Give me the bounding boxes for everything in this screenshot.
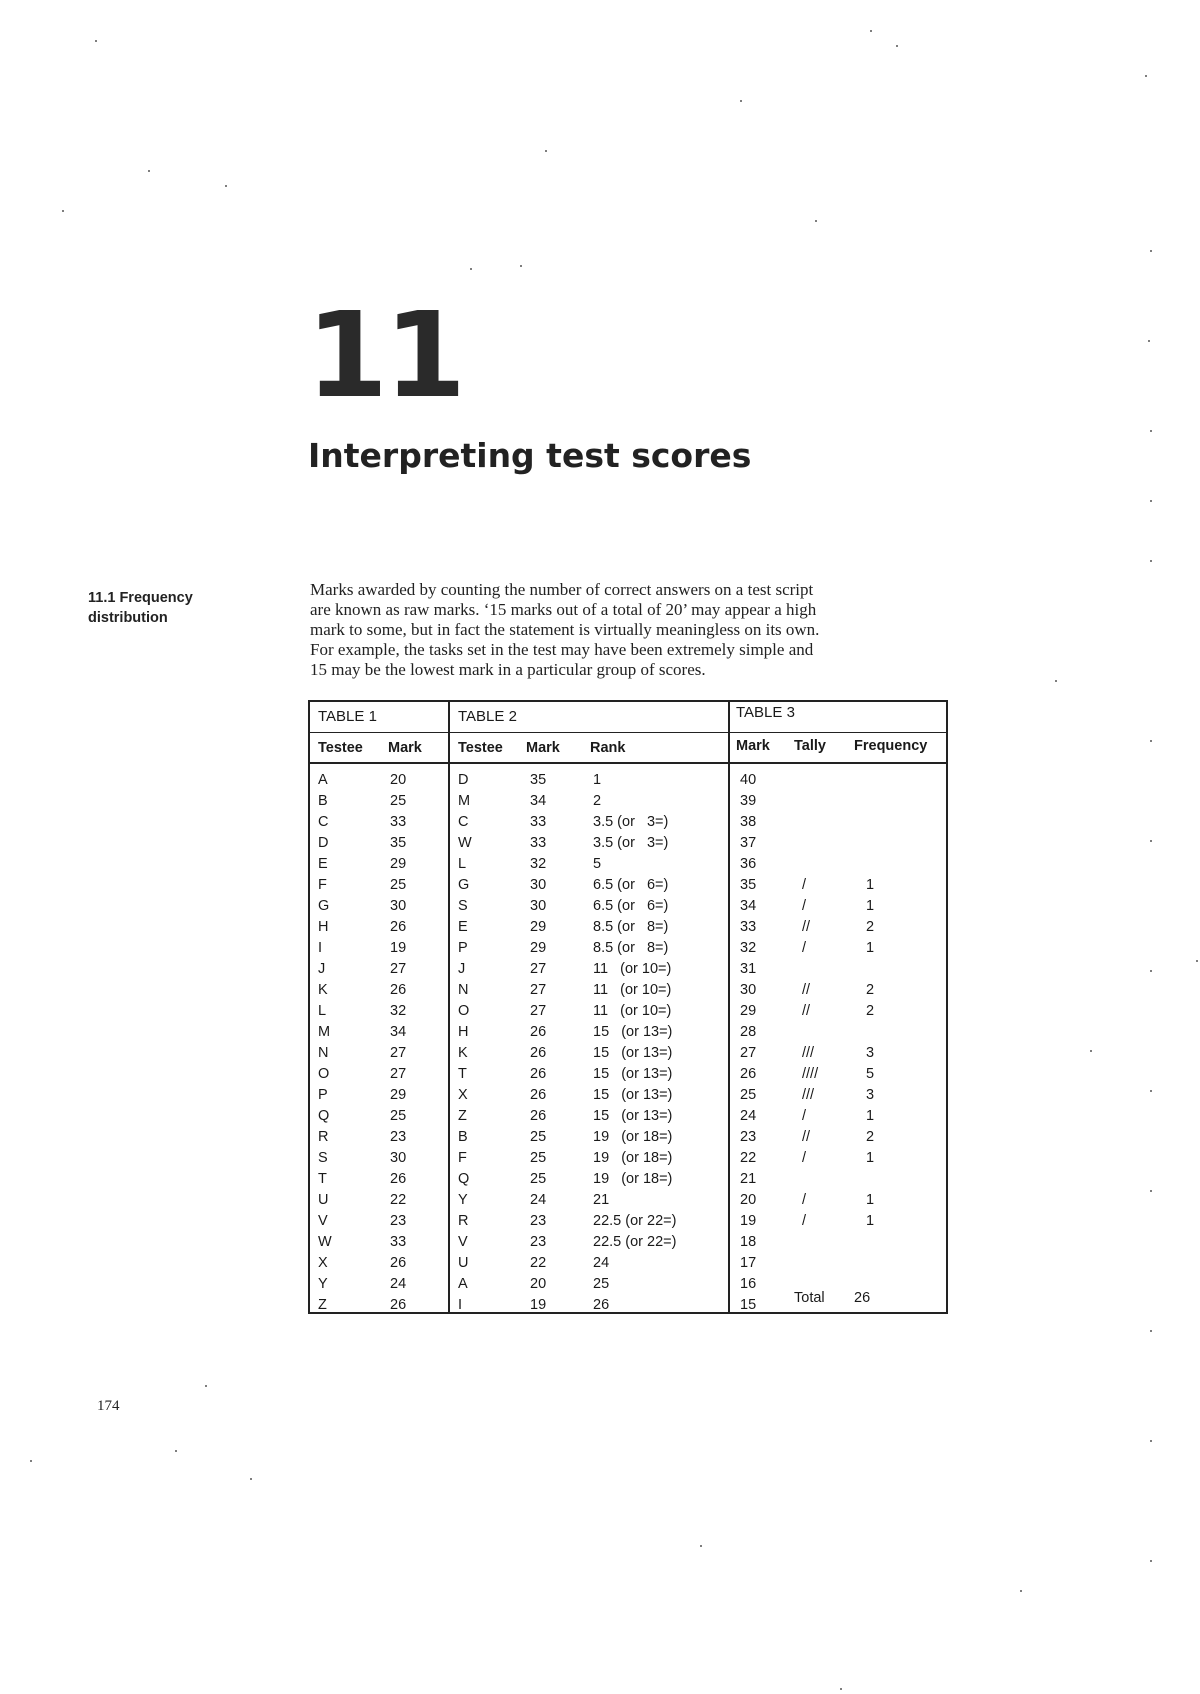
table-top-rule [308,700,948,702]
table2-header-testee: Testee [458,740,503,756]
scan-speck [1150,1330,1152,1332]
table1-cell: Z [318,1297,327,1313]
table3-cell: 18 [740,1234,757,1250]
scan-speck [545,150,547,152]
table2-cell: 11 (or 10=) [593,961,672,977]
paragraph-line: 15 may be the lowest mark in a particular group of scores. [310,660,706,679]
table3-cell: 31 [740,961,757,977]
table3-cell: 1 [866,1192,875,1208]
chapter-title: Interpreting test scores [308,436,752,475]
table1-cell: D [318,835,329,851]
table1-cell: B [318,793,328,809]
table3-cell: 27 [740,1045,757,1061]
scan-speck [1150,1440,1152,1442]
table3-header-tally: Tally [794,738,826,754]
table1-cell: 29 [390,856,407,872]
table3-cell: 21 [740,1171,757,1187]
table2-cell: 26 [530,1108,547,1124]
table2-cell: V [458,1234,468,1250]
table2-cell: 25 [530,1150,547,1166]
table1-cell: R [318,1129,329,1145]
table3-cell: / [802,1192,807,1208]
table2-cell: T [458,1066,467,1082]
table-divider-1 [448,700,450,1314]
table1-cell: Y [318,1276,328,1292]
table3-cell: 35 [740,877,757,893]
table1-cell: 27 [390,1045,407,1061]
paragraph-line: Marks awarded by counting the number of correct answers on a test script [310,580,814,599]
table2-cell: 33 [530,814,547,830]
table2-cell: U [458,1255,469,1271]
table3-cell: 2 [866,1003,875,1019]
table3-cell: 32 [740,940,757,956]
scan-speck [1148,340,1150,342]
table3-cell: 38 [740,814,757,830]
table2-cell: 23 [530,1213,547,1229]
table2-cell: 24 [530,1192,547,1208]
table3-cell: 34 [740,898,757,914]
table1-cell: 26 [390,1171,407,1187]
table2-cell: Z [458,1108,467,1124]
table1-cell: E [318,856,328,872]
table1-cell: P [318,1087,328,1103]
table2-cell: G [458,877,470,893]
table2-cell: I [458,1297,463,1313]
table3-cell: 24 [740,1108,757,1124]
table2-cell: 6.5 (or 6=) [593,877,669,893]
table3-cell: 1 [866,898,875,914]
table2-cell: 3.5 (or 3=) [593,835,669,851]
table3-cell: 3 [866,1045,875,1061]
scan-speck [1090,1050,1092,1052]
table3-cell: / [802,1108,807,1124]
table2-cell: 11 (or 10=) [593,1003,672,1019]
table3-cell: 2 [866,1129,875,1145]
table1-cell: T [318,1171,327,1187]
table1-cell: S [318,1150,328,1166]
table2-cell: R [458,1213,469,1229]
table1-cell: 25 [390,877,407,893]
table1-cell: 27 [390,961,407,977]
table2-header-mark: Mark [526,740,560,756]
table2-cell: 22 [530,1255,547,1271]
table3-cell: 1 [866,1108,875,1124]
table2-cell: H [458,1024,469,1040]
scan-speck [225,185,227,187]
scan-speck [896,45,898,47]
table2-cell: 19 (or 18=) [593,1129,673,1145]
body-paragraph [310,580,950,680]
table2-cell: J [458,961,466,977]
table3-total-label: Total [794,1290,825,1306]
table1-cell: G [318,898,330,914]
table1-cell: X [318,1255,328,1271]
paragraph-line: mark to some, but in fact the statement is virtually meaningless on its own. [310,620,820,639]
table3-cell: 28 [740,1024,757,1040]
table1-cell: 32 [390,1003,407,1019]
table3-cell: 1 [866,940,875,956]
table1-cell: 25 [390,793,407,809]
table1-header-testee: Testee [318,740,363,756]
section-heading-line-2: distribution [88,610,168,626]
table3-caption: TABLE 3 [736,704,795,721]
table3-cell: 22 [740,1150,757,1166]
table2-cell: 26 [530,1066,547,1082]
table3-cell: 33 [740,919,757,935]
scan-speck [175,1450,177,1452]
table2-cell: 22.5 (or 22=) [593,1213,677,1229]
table3-header-frequency: Frequency [854,738,928,754]
table2-cell: 25 [593,1276,610,1292]
table2-cell: 3.5 (or 3=) [593,814,669,830]
table2-cell: 33 [530,835,547,851]
table1-cell: 19 [390,940,407,956]
table2-cell: 27 [530,961,547,977]
table1-cell: 26 [390,919,407,935]
table1-cell: 27 [390,1066,407,1082]
table2-cell: 19 (or 18=) [593,1171,673,1187]
table1-cell: F [318,877,327,893]
table2-cell: 27 [530,1003,547,1019]
table3-cell: // [802,982,811,998]
scan-speck [205,1385,207,1387]
table2-cell: 11 (or 10=) [593,982,672,998]
table2-cell: 2 [593,793,602,809]
table2-cell: 23 [530,1234,547,1250]
table2-cell: 32 [530,856,547,872]
table2-cell: D [458,772,469,788]
scan-speck [1150,430,1152,432]
table2-cell: Q [458,1171,470,1187]
scan-speck [148,170,150,172]
scan-speck [1196,960,1198,962]
page-number: 174 [97,1398,120,1414]
table2-cell: 26 [530,1087,547,1103]
table3-cell: 16 [740,1276,757,1292]
table2-cell: L [458,856,467,872]
scan-speck [520,265,522,267]
table2-caption: TABLE 2 [458,708,517,725]
table2-cell: 8.5 (or 8=) [593,940,669,956]
table3-cell: // [802,919,811,935]
table2-cell: 5 [593,856,602,872]
scan-speck [1150,560,1152,562]
scan-speck [30,1460,32,1462]
table3-total-value: 26 [854,1290,871,1306]
table2-cell: 15 (or 13=) [593,1087,673,1103]
table2-cell: 26 [530,1045,547,1061]
table3-cell: 29 [740,1003,757,1019]
paragraph-line: For example, the tasks set in the test may have been extremely simple and [310,640,814,659]
table2-cell: P [458,940,468,956]
table1-cell: W [318,1234,332,1250]
table3-cell: / [802,1213,807,1229]
table3-cell: / [802,898,807,914]
table3-header-mark: Mark [736,738,770,754]
table3-cell: 30 [740,982,757,998]
table3-cell: 1 [866,1213,875,1229]
table2-cell: X [458,1087,468,1103]
table2-cell: E [458,919,468,935]
table3-cell: 26 [740,1066,757,1082]
table1-cell: Q [318,1108,330,1124]
table2-cell: K [458,1045,468,1061]
scan-speck [700,1545,702,1547]
table1-cell: I [318,940,323,956]
table3-cell: 23 [740,1129,757,1145]
table2-cell: 22.5 (or 22=) [593,1234,677,1250]
table3-cell: 36 [740,856,757,872]
table2-cell: Y [458,1192,468,1208]
header-bottom-rule [308,762,948,764]
scan-speck [1020,1590,1022,1592]
table1-cell: J [318,961,326,977]
table2-cell: O [458,1003,470,1019]
table3-cell: /// [802,1087,815,1103]
table3-cell: /// [802,1045,815,1061]
table3-cell: 2 [866,919,875,935]
table2-cell: W [458,835,472,851]
table2-cell: S [458,898,468,914]
table2-cell: 35 [530,772,547,788]
table1-cell: K [318,982,328,998]
scan-speck [1150,1190,1152,1192]
section-heading [88,588,258,628]
table2-cell: 30 [530,877,547,893]
table1-cell: 25 [390,1108,407,1124]
table3-cell: 2 [866,982,875,998]
table1-cell: 33 [390,1234,407,1250]
tables-block [308,700,948,1320]
table2-header-rank: Rank [590,740,626,756]
table1-cell: 30 [390,1150,407,1166]
scan-speck [840,1688,842,1690]
table2-cell: B [458,1129,468,1145]
scan-speck [870,30,872,32]
table2-cell: 21 [593,1192,610,1208]
table1-header-mark: Mark [388,740,422,756]
table3-cell: 3 [866,1087,875,1103]
scan-speck [1150,970,1152,972]
table2-cell: 24 [593,1255,610,1271]
table-right-rule [946,700,948,1314]
table3-cell: 39 [740,793,757,809]
scan-speck [740,100,742,102]
table1-cell: 24 [390,1276,407,1292]
scan-speck [250,1478,252,1480]
table3-cell: / [802,1150,807,1166]
table1-cell: 26 [390,1297,407,1313]
scan-speck [1150,500,1152,502]
table1-cell: V [318,1213,328,1229]
table1-cell: H [318,919,329,935]
header-top-rule [308,732,948,733]
table1-cell: 23 [390,1213,407,1229]
table2-cell: 29 [530,940,547,956]
table2-cell: 27 [530,982,547,998]
scan-speck [62,210,64,212]
table-left-rule [308,700,310,1314]
section-heading-line-1: 11.1 Frequency [88,590,193,606]
table1-cell: 26 [390,982,407,998]
chapter-number: 11 [306,286,463,424]
table2-cell: 15 (or 13=) [593,1045,673,1061]
table3-cell: 15 [740,1297,757,1313]
scan-speck [1150,1560,1152,1562]
table1-cell: 33 [390,814,407,830]
table3-cell: 1 [866,1150,875,1166]
table2-cell: 19 (or 18=) [593,1150,673,1166]
table3-cell: 40 [740,772,757,788]
table2-cell: 15 (or 13=) [593,1024,673,1040]
table1-cell: 22 [390,1192,407,1208]
table3-cell: //// [802,1066,819,1082]
table1-cell: 34 [390,1024,407,1040]
table1-cell: U [318,1192,329,1208]
scan-speck [470,268,472,270]
table3-cell: // [802,1129,811,1145]
table1-cell: M [318,1024,331,1040]
table3-cell: 17 [740,1255,757,1271]
table1-cell: N [318,1045,329,1061]
table3-cell: 37 [740,835,757,851]
table2-cell: 15 (or 13=) [593,1066,673,1082]
table3-cell: 1 [866,877,875,893]
table1-cell: 26 [390,1255,407,1271]
scan-speck [1055,680,1057,682]
table3-cell: // [802,1003,811,1019]
table2-cell: 19 [530,1297,547,1313]
table2-cell: 15 (or 13=) [593,1108,673,1124]
scan-speck [1150,740,1152,742]
table2-cell: 26 [593,1297,610,1313]
table2-cell: 34 [530,793,547,809]
table2-cell: 25 [530,1129,547,1145]
table3-cell: 5 [866,1066,875,1082]
table2-cell: N [458,982,469,998]
table3-cell: 25 [740,1087,757,1103]
scan-speck [1150,250,1152,252]
table2-cell: 8.5 (or 8=) [593,919,669,935]
table1-cell: L [318,1003,327,1019]
table1-caption: TABLE 1 [318,708,377,725]
scan-speck [1150,1090,1152,1092]
table2-cell: 25 [530,1171,547,1187]
table-divider-2 [728,700,730,1314]
table2-cell: M [458,793,471,809]
scan-speck [815,220,817,222]
table2-cell: 20 [530,1276,547,1292]
table1-cell: 29 [390,1087,407,1103]
table2-cell: 29 [530,919,547,935]
table3-cell: / [802,877,807,893]
table1-cell: 23 [390,1129,407,1145]
table1-cell: O [318,1066,330,1082]
table3-cell: / [802,940,807,956]
table2-cell: 6.5 (or 6=) [593,898,669,914]
scan-speck [1150,840,1152,842]
table2-cell: C [458,814,469,830]
table2-cell: 26 [530,1024,547,1040]
table2-cell: A [458,1276,468,1292]
scan-speck [1145,75,1147,77]
table2-cell: F [458,1150,467,1166]
table2-cell: 1 [593,772,602,788]
table2-cell: 30 [530,898,547,914]
table1-cell: 35 [390,835,407,851]
paragraph-line: are known as raw marks. ‘15 marks out of a total of 20’ may appear a high [310,600,817,619]
table3-cell: 19 [740,1213,757,1229]
scan-speck [95,40,97,42]
table1-cell: 30 [390,898,407,914]
table1-cell: C [318,814,329,830]
table1-cell: 20 [390,772,407,788]
table1-cell: A [318,772,328,788]
table3-cell: 20 [740,1192,757,1208]
